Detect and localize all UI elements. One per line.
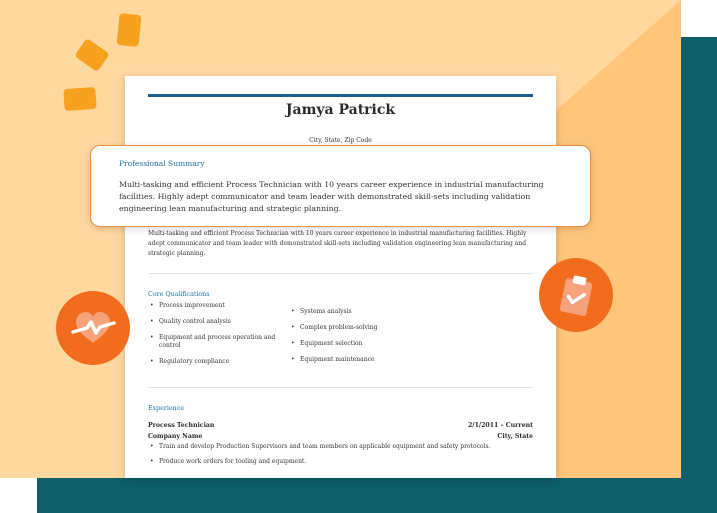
heart-badge <box>56 291 130 365</box>
qualification-item: • Equipment and process operation and control <box>150 334 280 350</box>
qualification-item: • Process improvement <box>150 302 280 310</box>
job-title-row <box>148 422 533 429</box>
heart-pulse-icon <box>56 291 130 365</box>
professional-summary-card[interactable] <box>90 145 591 227</box>
resume-document <box>125 76 556 478</box>
section-divider <box>148 273 533 274</box>
qualification-item: • Equipment maintenance <box>291 356 421 364</box>
qualification-item: • Quality control analysis <box>150 318 280 326</box>
job-duty-item: • Train and develop Production Supervisors and team members on applicable equipment and safety protocols. <box>150 443 530 451</box>
resume-address: City, State, Zip Code <box>309 137 372 144</box>
job-duty-item: • Produce work orders for tooling and equipment. <box>150 458 530 466</box>
qualification-item: • Complex problem-solving <box>291 324 421 332</box>
section-divider <box>148 387 533 388</box>
background-teal-right <box>681 37 717 513</box>
job-company-row <box>148 433 533 440</box>
qualification-item: • Regulatory compliance <box>150 358 280 366</box>
company-location: City, State <box>497 433 533 440</box>
clipboard-badge <box>539 258 613 332</box>
qualifications-list-right <box>291 308 421 372</box>
job-duties-list <box>150 443 530 473</box>
resume-summary-text: Multi-tasking and efficient Process Technician with 10 years career experience in industrial manufacturing facilities. Highly adept communicator and team leader with demonstrated skill-sets including validation engineering lean manufacturing and strategic planning. <box>148 230 527 257</box>
resume-name: Jamya Patrick <box>285 102 396 118</box>
clipboard-check-icon <box>539 258 613 332</box>
experience-title: Experience <box>148 405 184 412</box>
header-rule <box>148 94 533 97</box>
background-teal-bottom <box>37 478 717 513</box>
confetti-shape <box>63 87 96 111</box>
confetti-shape <box>116 13 141 47</box>
qualifications-list-left <box>150 302 280 374</box>
job-title: Process Technician <box>148 422 215 429</box>
professional-summary-text: Multi-tasking and efficient Process Technician with 10 years career experience in industrial manufacturing facilities. Highly adept communicator and team leader with demonstrated skill-sets including validation engineering lean manufacturing and strategic planning. <box>119 180 544 213</box>
core-qualifications-title: Core Qualifications <box>148 291 210 298</box>
professional-summary-title: Professional Summary <box>119 159 205 168</box>
qualification-item: • Systems analysis <box>291 308 421 316</box>
job-dates: 2/1/2011 – Current <box>468 422 533 429</box>
qualification-item: • Equipment selection <box>291 340 421 348</box>
company-name: Company Name <box>148 433 203 440</box>
